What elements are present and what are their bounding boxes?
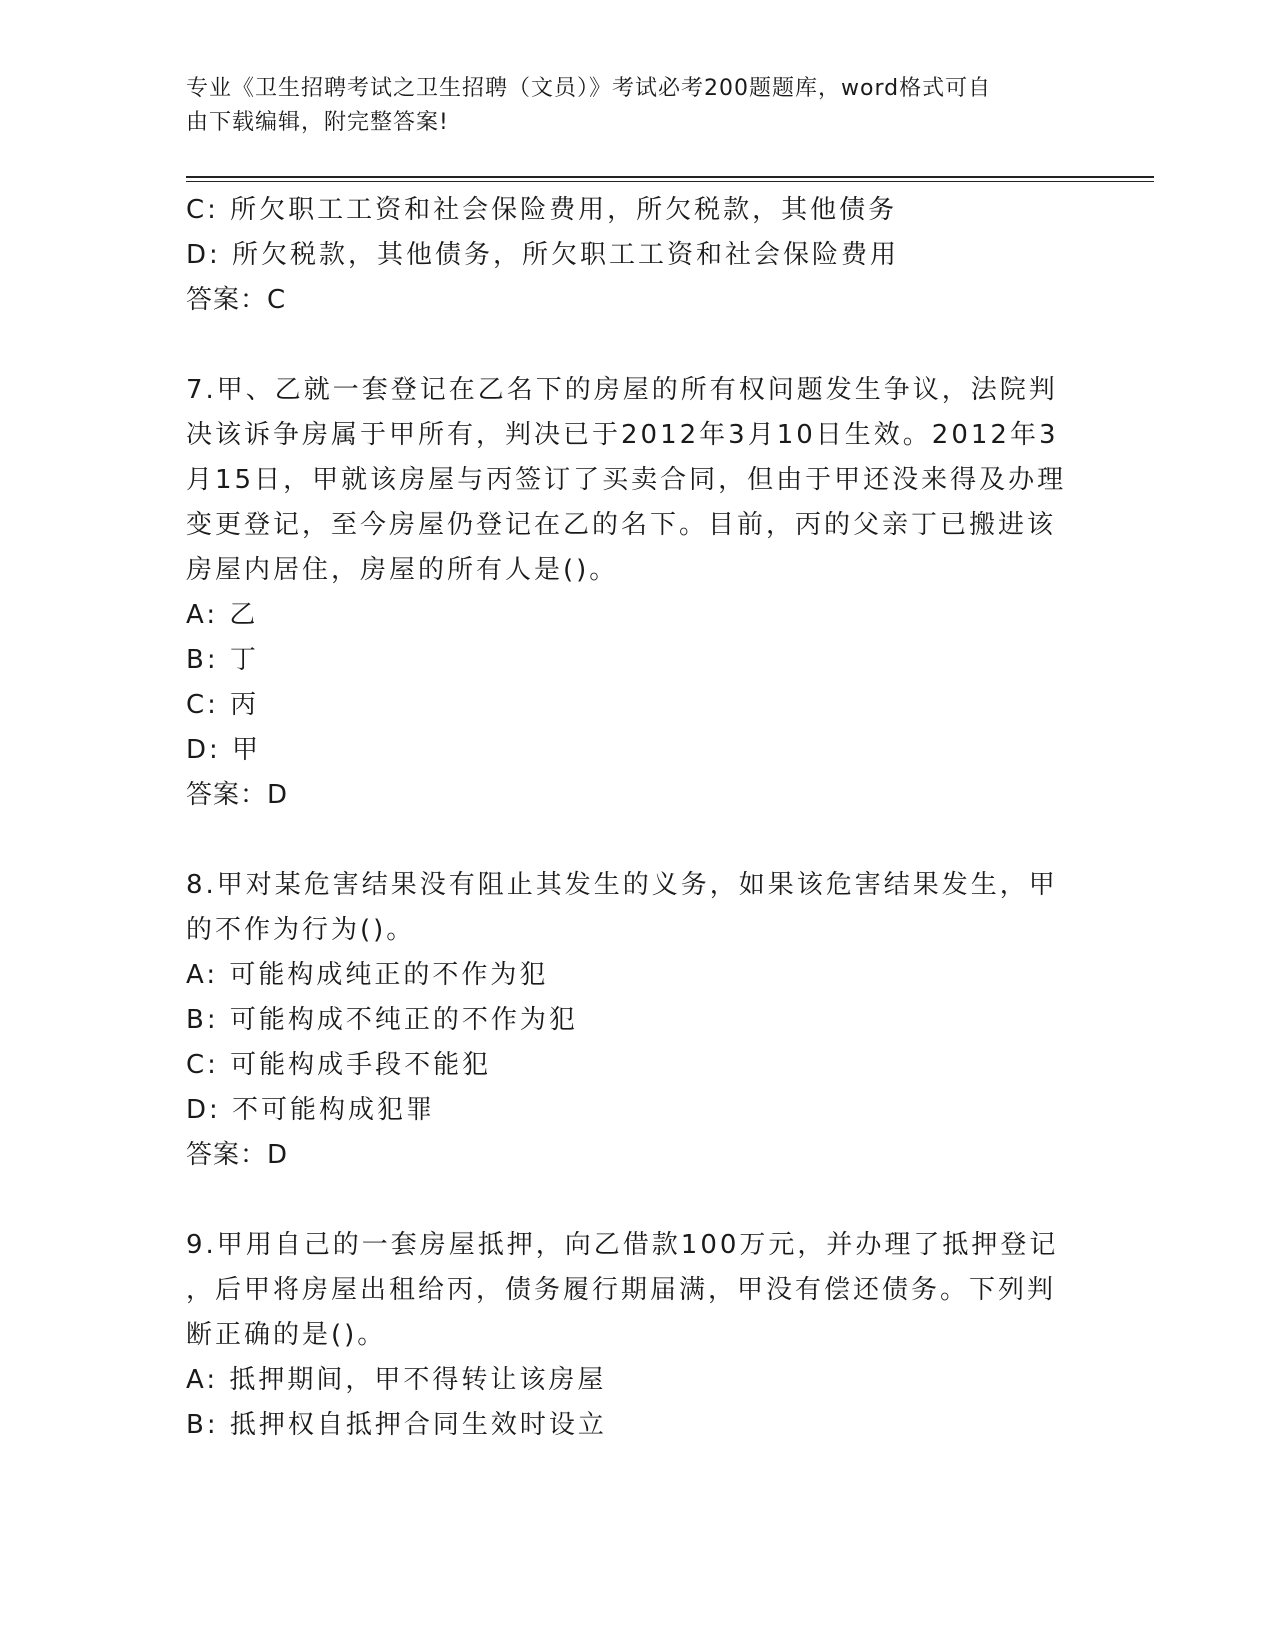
option-c: C: 可能构成手段不能犯 xyxy=(186,1050,492,1080)
spacer xyxy=(186,323,1086,368)
spacer xyxy=(186,818,1086,863)
option-b: B: 丁 xyxy=(186,645,259,675)
header-divider xyxy=(186,176,1154,178)
question-9 xyxy=(186,1223,1086,1448)
option-c: C: 丙 xyxy=(186,690,260,720)
question-prev xyxy=(186,188,1086,323)
option-d: D: 不可能构成犯罪 xyxy=(186,1095,436,1125)
question-8 xyxy=(186,863,1086,1178)
header-line: 由下载编辑，附完整答案! xyxy=(186,110,449,135)
page-header xyxy=(186,72,1066,140)
question-stem-line: 的不作为行为()。 xyxy=(186,915,416,945)
question-stem-line: 9.甲用自己的一套房屋抵押，向乙借款100万元，并办理了抵押登记 xyxy=(186,1230,1059,1260)
question-stem-line: 8.甲对某危害结果没有阻止其发生的义务，如果该危害结果发生，甲 xyxy=(186,870,1058,900)
question-stem-line: 月15日，甲就该房屋与丙签订了买卖合同，但由于甲还没来得及办理 xyxy=(186,465,1067,495)
question-stem-line: 决该诉争房属于甲所有，判决已于2012年3月10日生效。2012年3 xyxy=(186,420,1059,450)
header-divider-thin xyxy=(186,181,1154,182)
question-stem-line: 变更登记，至今房屋仍登记在乙的名下。目前，丙的父亲丁已搬进该 xyxy=(186,510,1057,540)
option-a: A: 乙 xyxy=(186,600,259,630)
answer-line: 答案：D xyxy=(186,780,289,810)
option-a: A: 可能构成纯正的不作为犯 xyxy=(186,960,549,990)
option-c: C: 所欠职工工资和社会保险费用，所欠税款，其他债务 xyxy=(186,195,898,225)
question-stem-line: 7.甲、乙就一套登记在乙名下的房屋的所有权问题发生争议，法院判 xyxy=(186,375,1058,405)
question-stem-line: 房屋内居住，房屋的所有人是()。 xyxy=(186,555,619,585)
option-b: B: 抵押权自抵押合同生效时设立 xyxy=(186,1410,607,1440)
answer-line: 答案：C xyxy=(186,285,287,315)
option-d: D: 甲 xyxy=(186,735,262,765)
option-a: A: 抵押期间，甲不得转让该房屋 xyxy=(186,1365,607,1395)
option-b: B: 可能构成不纯正的不作为犯 xyxy=(186,1005,578,1035)
question-stem-line: 断正确的是()。 xyxy=(186,1320,387,1350)
option-d: D: 所欠税款，其他债务，所欠职工工资和社会保险费用 xyxy=(186,240,900,270)
header-line: 专业《卫生招聘考试之卫生招聘（文员）》考试必考200题题库，word格式可自 xyxy=(186,76,992,101)
question-7 xyxy=(186,368,1086,818)
spacer xyxy=(186,1178,1086,1223)
question-list xyxy=(186,188,1086,1448)
question-stem-line: ，后甲将房屋出租给丙，债务履行期届满，甲没有偿还债务。下列判 xyxy=(186,1275,1057,1305)
answer-line: 答案：D xyxy=(186,1140,289,1170)
